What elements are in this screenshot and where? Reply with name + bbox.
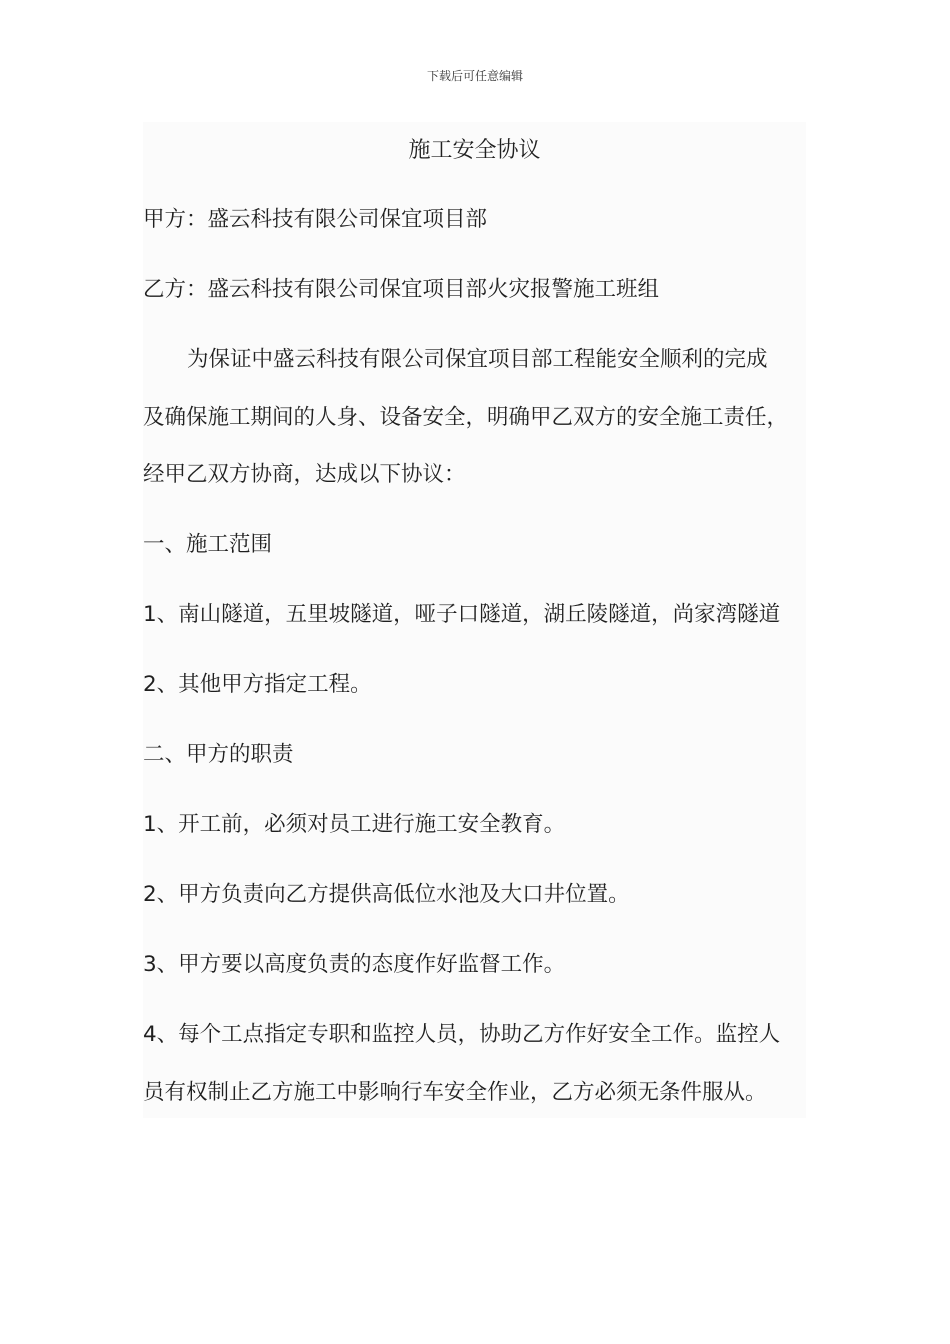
scope-item-1: 1、南山隧道，五里坡隧道，哑子口隧道，湖丘陵隧道，尚家湾隧道 [143,602,781,627]
intro-line-1: 为保证中盛云科技有限公司保宜项目部工程能安全顺利的完成 [187,347,768,372]
duty-item-2: 2、甲方负责向乙方提供高低位水池及大口井位置。 [143,882,630,907]
duty-item-3: 3、甲方要以高度负责的态度作好监督工作。 [143,952,566,977]
intro-line-3: 经甲乙双方协商，达成以下协议： [143,462,466,487]
party-a-line: 甲方：盛云科技有限公司保宜项目部 [143,207,488,232]
document-title: 施工安全协议 [408,138,541,163]
section-heading-party-a-duties: 二、甲方的职责 [143,742,294,767]
party-b-line: 乙方：盛云科技有限公司保宜项目部火灾报警施工班组 [143,277,660,302]
document-body [143,122,806,1118]
page-header-note: 下载后可任意编辑 [426,69,523,83]
duty-item-1: 1、开工前，必须对员工进行施工安全教育。 [143,812,566,837]
intro-line-2: 及确保施工期间的人身、设备安全，明确甲乙双方的安全施工责任， [143,405,789,430]
scope-item-2: 2、其他甲方指定工程。 [143,672,372,697]
section-heading-scope: 一、施工范围 [143,532,273,557]
duty-item-4-line-1: 4、每个工点指定专职和监控人员，协助乙方作好安全工作。监控人 [143,1022,781,1047]
duty-item-4-line-2: 员有权制止乙方施工中影响行车安全作业，乙方必须无条件服从。 [143,1080,767,1105]
